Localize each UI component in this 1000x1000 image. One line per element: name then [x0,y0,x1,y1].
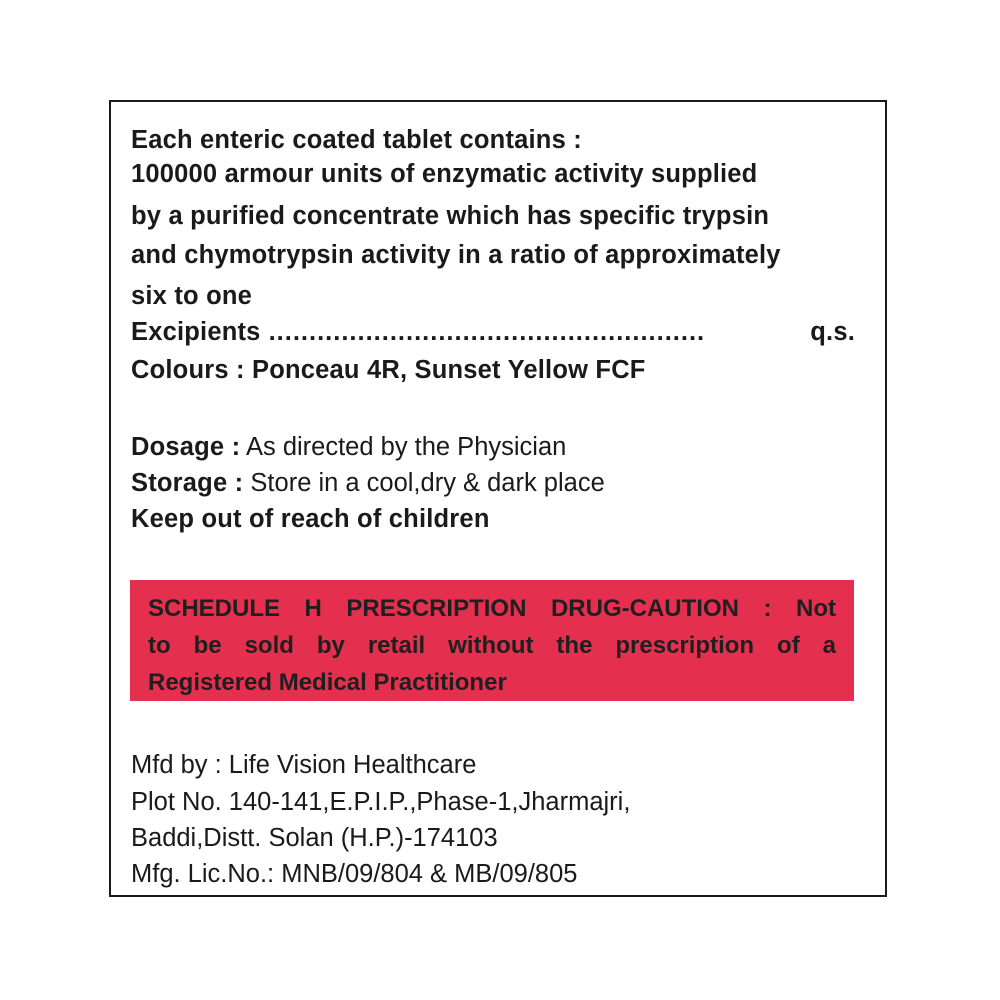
colours-line: Colours : Ponceau 4R, Sunset Yellow FCF [131,356,646,384]
storage-label: Storage : [131,469,244,497]
composition-line: 100000 armour units of enzymatic activity supplied [131,160,758,188]
dosage-row [131,435,566,461]
excipients-value: q.s. [810,318,855,346]
keep-away-warning: Keep out of reach of children [131,505,490,533]
composition-line: and chymotrypsin activity in a ratio of approximately [131,241,781,269]
composition-heading: Each enteric coated tablet contains : [131,126,582,154]
medicine-label [109,100,887,897]
composition-line: by a purified concentrate which has specific trypsin [131,202,770,230]
manufacturer-address-line: Plot No. 140-141,E.P.I.P.,Phase-1,Jharmajri, [131,788,631,816]
schedule-h-caution-box [130,580,854,701]
caution-line: to be sold by retail without the prescription of a [148,632,836,659]
storage-value: Store in a cool,dry & dark place [250,469,605,497]
manufacturer-address-line: Baddi,Distt. Solan (H.P.)-174103 [131,824,498,852]
manufacturing-licence: Mfg. Lic.No.: MNB/09/804 & MB/09/805 [131,860,578,888]
storage-row [131,471,605,497]
dosage-label: Dosage : [131,433,241,461]
excipients-row [131,320,855,346]
manufacturer-name: Mfd by : Life Vision Healthcare [131,751,477,779]
excipients-leader-dots: ...................................................... [268,320,706,346]
dosage-value: As directed by the Physician [245,433,567,461]
caution-line: Registered Medical Practitioner [148,669,507,696]
caution-line: SCHEDULE H PRESCRIPTION DRUG-CAUTION : Not [148,595,836,622]
excipients-label: Excipients [131,318,261,346]
composition-line: six to one [131,282,253,310]
